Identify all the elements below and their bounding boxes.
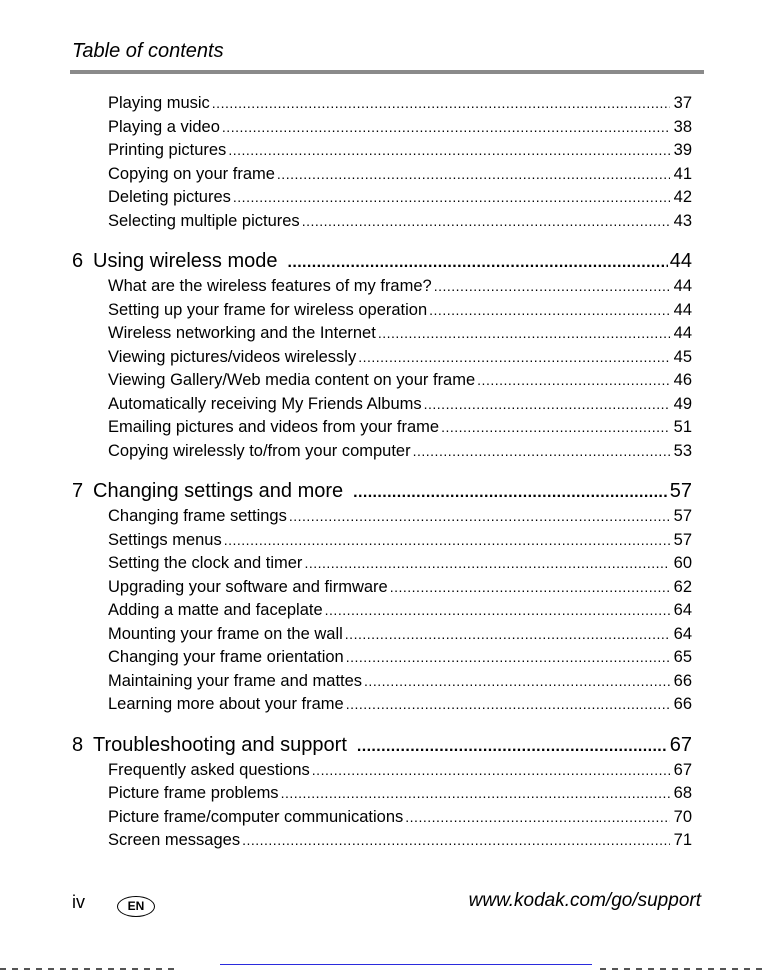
toc-entry-label: Copying wirelessly to/from your computer bbox=[108, 441, 411, 460]
dot-leader bbox=[302, 210, 670, 234]
toc-entry-page: 44 bbox=[673, 300, 692, 319]
chapter-title: Changing settings and more bbox=[93, 480, 344, 502]
chapter-title: Troubleshooting and support bbox=[93, 733, 347, 756]
toc-entry-label: Deleting pictures bbox=[108, 188, 231, 206]
toc-entry-page: 41 bbox=[673, 164, 692, 183]
toc-entry-label: What are the wireless features of my frame? bbox=[108, 277, 432, 295]
toc-entry[interactable] bbox=[72, 346, 692, 370]
toc-entry[interactable] bbox=[72, 505, 692, 529]
toc-entry[interactable] bbox=[72, 92, 692, 116]
dot-leader bbox=[312, 759, 670, 783]
toc-entry[interactable] bbox=[72, 599, 692, 623]
toc-entry-page: 51 bbox=[673, 418, 692, 436]
toc-entry[interactable] bbox=[72, 210, 692, 234]
dot-leader bbox=[405, 806, 670, 830]
toc-entry-label: Screen messages bbox=[108, 831, 241, 849]
language-badge: EN bbox=[117, 896, 155, 917]
toc-entry[interactable] bbox=[72, 646, 692, 670]
toc-entry-label: Wireless networking and the Internet bbox=[108, 324, 376, 342]
toc-entry-label: Copying on your frame bbox=[108, 164, 275, 183]
dot-leader bbox=[304, 552, 670, 576]
toc-entry-page: 46 bbox=[673, 371, 692, 389]
toc-entry-page: 71 bbox=[673, 831, 692, 849]
dot-leader bbox=[346, 646, 670, 670]
chapter-page: 57 bbox=[669, 480, 692, 502]
toc-entry-page: 62 bbox=[673, 577, 692, 596]
toc-entry[interactable] bbox=[72, 186, 692, 210]
toc-entry-label: Automatically receiving My Friends Albums bbox=[108, 394, 422, 413]
toc-entry-label: Mounting your frame on the wall bbox=[108, 624, 343, 643]
dot-leader bbox=[346, 693, 670, 717]
toc-entry[interactable] bbox=[72, 782, 692, 806]
toc-entry-page: 53 bbox=[673, 441, 692, 460]
toc-entry[interactable] bbox=[72, 299, 692, 323]
toc-entry-page: 39 bbox=[673, 141, 692, 159]
dot-leader bbox=[357, 733, 668, 761]
dot-leader bbox=[477, 369, 670, 393]
toc-entry[interactable] bbox=[72, 806, 692, 830]
toc-entry-page: 66 bbox=[673, 695, 692, 713]
footer-page-number: iv bbox=[72, 892, 85, 912]
toc-entry[interactable] bbox=[72, 552, 692, 576]
toc-entry-page: 66 bbox=[673, 671, 692, 690]
toc-entry-page: 38 bbox=[673, 117, 692, 136]
toc-entry[interactable] bbox=[72, 163, 692, 187]
toc-entry-page: 44 bbox=[673, 324, 692, 342]
toc-entry-page: 70 bbox=[673, 807, 692, 826]
dot-leader bbox=[353, 479, 668, 507]
toc-entry[interactable] bbox=[72, 693, 692, 717]
dot-leader bbox=[233, 186, 670, 210]
footer-support-link[interactable]: www.kodak.com/go/support bbox=[468, 890, 701, 911]
toc-entry[interactable] bbox=[72, 393, 692, 417]
toc-entry-page: 64 bbox=[673, 624, 692, 643]
toc-entry-label: Learning more about your frame bbox=[108, 695, 344, 713]
chapter-number: 6 bbox=[72, 250, 84, 272]
toc-chapter-heading[interactable] bbox=[72, 477, 692, 505]
toc-entry[interactable] bbox=[72, 139, 692, 163]
toc-entry[interactable] bbox=[72, 623, 692, 647]
dot-leader bbox=[228, 139, 670, 163]
toc-intro-list bbox=[72, 92, 692, 233]
toc-entry-page: 43 bbox=[673, 211, 692, 230]
toc-entry[interactable] bbox=[72, 440, 692, 464]
toc-entry-label: Upgrading your software and firmware bbox=[108, 577, 388, 596]
toc-entry-label: Adding a matte and faceplate bbox=[108, 601, 323, 619]
dot-leader bbox=[413, 440, 670, 464]
dot-leader bbox=[364, 670, 670, 694]
toc-entry-page: 64 bbox=[673, 601, 692, 619]
dot-leader bbox=[390, 576, 670, 600]
chapter-number: 7 bbox=[72, 480, 84, 502]
dot-leader bbox=[325, 599, 670, 623]
toc-chapter-heading[interactable] bbox=[72, 247, 692, 275]
toc-entry[interactable] bbox=[72, 116, 692, 140]
dot-leader bbox=[424, 393, 670, 417]
header-rule bbox=[70, 70, 704, 74]
toc-entry[interactable] bbox=[72, 369, 692, 393]
toc-entry[interactable] bbox=[72, 759, 692, 783]
dot-leader bbox=[281, 782, 670, 806]
bottom-divider-left bbox=[0, 968, 180, 970]
toc-entry-page: 37 bbox=[673, 94, 692, 112]
toc-entry-label: Frequently asked questions bbox=[108, 760, 310, 779]
dot-leader bbox=[288, 249, 668, 277]
bottom-link-underline bbox=[220, 964, 592, 965]
toc-entry-page: 60 bbox=[673, 554, 692, 572]
toc-entry-label: Maintaining your frame and mattes bbox=[108, 671, 363, 690]
toc-entry[interactable] bbox=[72, 322, 692, 346]
dot-leader bbox=[434, 275, 670, 299]
dot-leader bbox=[242, 829, 670, 853]
toc-entry[interactable] bbox=[72, 416, 692, 440]
toc-entry-page: 65 bbox=[673, 648, 692, 666]
toc-entry-label: Changing your frame orientation bbox=[108, 648, 344, 666]
toc-entry-page: 57 bbox=[673, 507, 692, 525]
dot-leader bbox=[378, 322, 670, 346]
page-header-title: Table of contents bbox=[72, 40, 224, 62]
toc-entry-label: Emailing pictures and videos from your frame bbox=[108, 418, 440, 436]
toc-entry-label: Viewing pictures/videos wirelessly bbox=[108, 347, 357, 366]
toc-entry-label: Setting the clock and timer bbox=[108, 554, 303, 572]
toc-entry[interactable] bbox=[72, 529, 692, 553]
toc-entry-label: Changing frame settings bbox=[108, 507, 287, 525]
chapter-title: Using wireless mode bbox=[93, 250, 278, 272]
chapter-page: 67 bbox=[669, 733, 692, 756]
chapter-number: 8 bbox=[72, 733, 84, 756]
toc-entry-page: 57 bbox=[673, 530, 692, 549]
chapter-page: 44 bbox=[669, 250, 692, 272]
dot-leader bbox=[277, 163, 670, 187]
toc-entry[interactable] bbox=[72, 670, 692, 694]
toc-entry-page: 67 bbox=[673, 760, 692, 779]
dot-leader bbox=[345, 623, 670, 647]
toc-entry-label: Picture frame problems bbox=[108, 784, 279, 802]
dot-leader bbox=[429, 299, 670, 323]
toc-chapters bbox=[72, 247, 692, 853]
toc-entry-label: Viewing Gallery/Web media content on your frame bbox=[108, 371, 476, 389]
bottom-divider-right bbox=[600, 968, 765, 970]
toc-entry-label: Playing music bbox=[108, 94, 210, 112]
toc-entry-label: Printing pictures bbox=[108, 141, 227, 159]
dot-leader bbox=[289, 505, 670, 529]
dot-leader bbox=[358, 346, 670, 370]
dot-leader bbox=[441, 416, 670, 440]
dot-leader bbox=[222, 116, 670, 140]
toc-entry-label: Selecting multiple pictures bbox=[108, 211, 300, 230]
toc-entry[interactable] bbox=[72, 829, 692, 853]
toc-entry-label: Settings menus bbox=[108, 530, 222, 549]
toc-entry-label: Setting up your frame for wireless operation bbox=[108, 300, 428, 319]
toc-entry-label: Playing a video bbox=[108, 117, 220, 136]
toc-entry[interactable] bbox=[72, 275, 692, 299]
toc-entry[interactable] bbox=[72, 576, 692, 600]
toc-chapter-heading[interactable] bbox=[72, 731, 692, 759]
dot-leader bbox=[224, 529, 670, 553]
toc-entry-page: 45 bbox=[673, 347, 692, 366]
toc-entry-label: Picture frame/computer communications bbox=[108, 807, 404, 826]
toc-entry-page: 44 bbox=[673, 277, 692, 295]
toc-entry-page: 42 bbox=[673, 188, 692, 206]
dot-leader bbox=[212, 92, 670, 116]
toc-entry-page: 49 bbox=[673, 394, 692, 413]
table-of-contents bbox=[72, 92, 692, 853]
toc-entry-page: 68 bbox=[673, 784, 692, 802]
